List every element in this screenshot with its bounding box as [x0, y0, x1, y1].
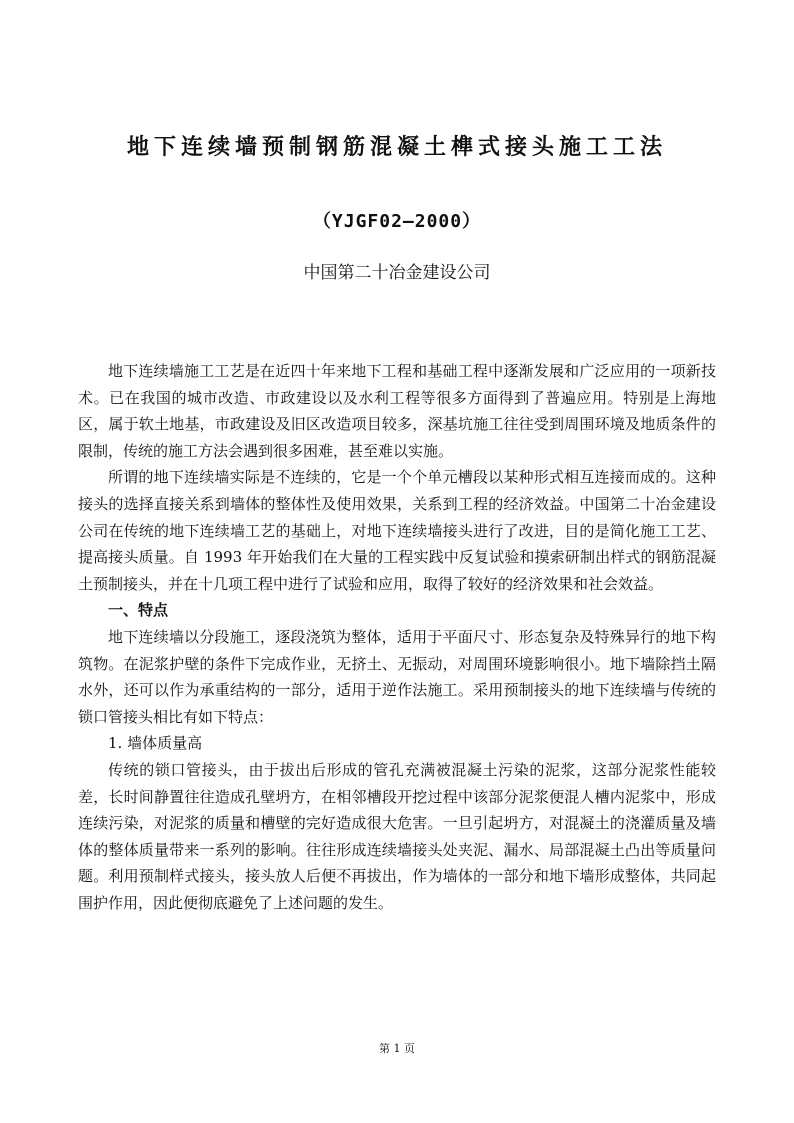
intro-paragraph-2: 所谓的地下连续墙实际是不连续的，它是一个个单元槽段以某种形式相互连接而成的。这种接头的选择直接关系到墙体的整体性及使用效果，关系到工程的经济效益。中国第二十冶金建设公司在传统的地下连续墙工艺的基础上，对地下连续墙接头进行了改进，目的是简化施工工艺、提高接头质量。自 1993 年开始我们在大量的工程实践中反复试验和摸索研制出样式的钢筋混凝土预制接头，并在十几项工程中进行了试验和应用，取得了较好的经济效果和社会效益。	[78, 468, 716, 593]
section-heading-features: 一、特点	[108, 601, 169, 620]
features-paragraph: 地下连续墙以分段施工，逐段浇筑为整体，适用于平面尺寸、形态复杂及特殊异行的地下构筑物。在泥浆护壁的条件下完成作业，无挤土、无振动，对周围环境影响很小。地下墙除挡土隔水外，还可以作为承重结构的一部分，适用于逆作法施工。采用预制接头的地下连续墙与传统的锁口管接头相比有如下特点：	[78, 627, 716, 726]
wall-quality-paragraph: 传统的锁口管接头，由于拔出后形成的管孔充满被混凝土污染的泥浆，这部分泥浆性能较差，长时间静置往往造成孔壁坍方，在相邻槽段开挖过程中该部分泥浆便混人槽内泥浆中，形成连续污染，对泥浆的质量和槽壁的完好造成很大危害。一旦引起坍方，对混凝土的浇灌质量及墙体的整体质量带来一系列的影响。往往形成连续墙接头处夹泥、漏水、局部混凝土凸出等质量问题。利用预制样式接头，接头放人后便不再拔出，作为墙体的一部分和地下墙形成整体，共同起围护作用，因此便彻底避免了上述问题的发生。	[78, 760, 716, 912]
intro-paragraph-1: 地下连续墙施工工艺是在近四十年来地下工程和基础工程中逐渐发展和广泛应用的一项新技术。已在我国的城市改造、市政建设以及水利工程等很多方面得到了普遍应用。特别是上海地区，属于软土地基，市政建设及旧区改造项目较多，深基坑施工往往受到周围环境及地质条件的限制，传统的施工方法会遇到很多困难，甚至难以实施。	[78, 362, 716, 460]
subheading-wall-quality: 1. 墙体质量高	[108, 734, 203, 753]
page-number: 第 1 页	[379, 1042, 415, 1055]
document-title: 地下连续墙预制钢筋混凝土榫式接头施工工法	[126, 135, 667, 160]
organization-name: 中国第二十冶金建设公司	[303, 263, 491, 283]
body-text	[78, 358, 716, 916]
standard-code: （YJGF02—2000）	[312, 211, 482, 232]
